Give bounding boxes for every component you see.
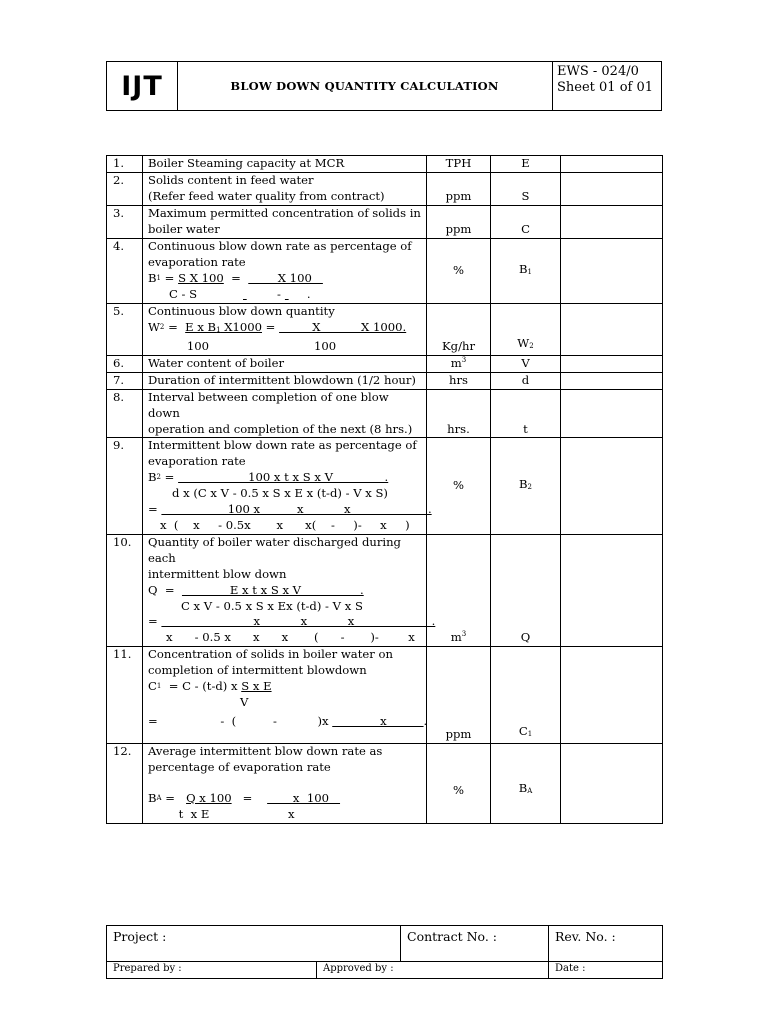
document-footer [106, 925, 663, 979]
table-row [107, 206, 663, 239]
table-row [107, 744, 663, 824]
description-text: operation and completion of the next (8 hrs.) [148, 421, 413, 436]
value-cell [561, 744, 663, 824]
calculation-table [106, 155, 663, 824]
row-description [143, 647, 427, 744]
table-row [107, 438, 663, 534]
row-symbol: S [491, 173, 561, 206]
row-unit: hrs [427, 372, 491, 389]
description-text: Quantity of boiler water discharged during each [148, 534, 401, 565]
description-text: Solids content in feed water [148, 173, 314, 187]
description-text: Boiler Steaming capacity at MCR [148, 156, 345, 170]
table-row [107, 173, 663, 206]
table-row [107, 647, 663, 744]
row-description [143, 372, 427, 389]
description-text: Average intermittent blow down rate as [148, 744, 383, 759]
formula-line: C - S - . [168, 286, 311, 301]
project-field: Project : [107, 926, 401, 962]
row-description [143, 389, 427, 438]
value-cell [561, 239, 663, 304]
table-row [107, 372, 663, 389]
description-text: boiler water [148, 221, 220, 236]
formula-line: C 1 = C - (t-d) x S x E [148, 679, 272, 694]
row-symbol: V [491, 355, 561, 372]
row-unit: Kg/hr [427, 304, 491, 356]
formula-line: C x V - 0.5 x S x Ex (t-d) - V x S [181, 598, 363, 613]
document-header [106, 61, 662, 111]
document-number-cell [552, 62, 661, 110]
row-unit: $m^3$ [427, 355, 491, 372]
row-number: 2. [107, 173, 143, 206]
value-cell [561, 173, 663, 206]
row-number: 5. [107, 304, 143, 356]
formula-line: x - 0.5 x x x ( - )- x [166, 630, 415, 645]
contract-number-field: Contract No. : [401, 926, 549, 962]
row-number: 7. [107, 372, 143, 389]
row-number: 3. [107, 206, 143, 239]
prepared-by-field: Prepared by : [107, 962, 317, 979]
row-description [143, 206, 427, 239]
table-row [107, 239, 663, 304]
row-description [143, 173, 427, 206]
formula-line: = - ( - )x x . [148, 713, 428, 728]
description-text: evaporation rate [148, 454, 246, 469]
row-symbol: Q [491, 534, 561, 646]
description-text: Duration of intermittent blowdown (1/2 hour) [148, 372, 416, 387]
description-text: percentage of evaporation rate [148, 760, 331, 775]
date-field: Date : [549, 962, 663, 979]
row-number: 9. [107, 438, 143, 534]
row-symbol: $B_1$ [491, 239, 561, 304]
row-symbol: $B_2$ [491, 438, 561, 534]
value-cell [561, 647, 663, 744]
row-description [143, 438, 432, 534]
formula-line: = 100 x x x . [148, 502, 432, 517]
row-symbol: $C_1$ [491, 647, 561, 744]
formula-line: Q = E x t x S x V . [148, 582, 364, 597]
row-description [143, 304, 427, 356]
row-description [143, 156, 427, 173]
table-row [107, 156, 663, 173]
row-unit: ppm [427, 206, 491, 239]
description-text: (Refer feed water quality from contract) [148, 188, 385, 203]
row-unit: TPH [427, 156, 491, 173]
formula-line: B A = Q x 100 = x 100 [148, 791, 341, 806]
row-description [143, 355, 427, 372]
description-text: Intermittent blow down rate as percentage of [148, 438, 417, 453]
formula-line: d x (C x V - 0.5 x S x E x (t-d) - V x S) [172, 486, 388, 501]
row-description [143, 534, 436, 646]
formula-line: x ( x - 0.5x x x( - )- x ) [160, 517, 410, 532]
row-number: 11. [107, 647, 143, 744]
row-unit: $m^3$ [427, 534, 491, 646]
formula-line: = x x x . [148, 614, 436, 629]
formula-line: B 2 = 100 x t x S x V . [148, 470, 389, 485]
value-cell [561, 438, 663, 534]
table-row [107, 355, 663, 372]
row-unit: hrs. [427, 389, 491, 438]
revision-number-field: Rev. No. : [549, 926, 663, 962]
row-number: 4. [107, 239, 143, 304]
formula-line: B 1 = S X 100 = X 100 [148, 270, 323, 285]
row-unit: ppm [427, 647, 491, 744]
row-number: 6. [107, 355, 143, 372]
table-row [107, 389, 663, 438]
sheet-number: Sheet 01 of 01 [557, 80, 654, 95]
formula-line: 100 100 [186, 338, 337, 353]
value-cell [561, 304, 663, 356]
document-number: EWS - 024/0 [557, 64, 639, 79]
table-row [107, 534, 663, 646]
row-unit: ppm [427, 173, 491, 206]
row-symbol: $B_A$ [491, 744, 561, 824]
description-text: Interval between completion of one blow down [148, 389, 389, 420]
row-symbol: t [491, 389, 561, 438]
description-text: completion of intermittent blowdown [148, 663, 367, 678]
row-symbol: d [491, 372, 561, 389]
row-number: 8. [107, 389, 143, 438]
row-description [143, 744, 427, 824]
row-unit: % [427, 438, 491, 534]
document-title: BLOW DOWN QUANTITY CALCULATION [230, 79, 499, 93]
value-cell [561, 156, 663, 173]
description-text: Continuous blow down rate as percentage of [148, 239, 412, 253]
value-cell [561, 355, 663, 372]
formula-line: V [240, 694, 249, 709]
description-text: Concentration of solids in boiler water on [148, 647, 393, 662]
row-unit: % [427, 239, 491, 304]
table-row [107, 304, 663, 356]
value-cell [561, 372, 663, 389]
row-number: 1. [107, 156, 143, 173]
row-description [143, 239, 427, 304]
value-cell [561, 389, 663, 438]
description-text: Continuous blow down quantity [148, 304, 335, 318]
formula-line: t x E x [178, 806, 295, 821]
formula-line: W 2 = E x $B_1$ X1000 = X X 1000. [148, 319, 407, 334]
row-symbol: E [491, 156, 561, 173]
row-number: 10. [107, 534, 143, 646]
approved-by-field: Approved by : [317, 962, 549, 979]
description-text: Maximum permitted concentration of solids in [148, 206, 421, 220]
row-symbol: C [491, 206, 561, 239]
company-logo: IJT [107, 62, 178, 110]
description-text: evaporation rate [148, 254, 246, 269]
description-text: intermittent blow down [148, 566, 287, 581]
row-symbol: $W_2$ [491, 304, 561, 356]
value-cell [561, 534, 663, 646]
row-number: 12. [107, 744, 143, 824]
row-unit: % [427, 744, 491, 824]
value-cell [561, 206, 663, 239]
description-text: Water content of boiler [148, 355, 285, 370]
